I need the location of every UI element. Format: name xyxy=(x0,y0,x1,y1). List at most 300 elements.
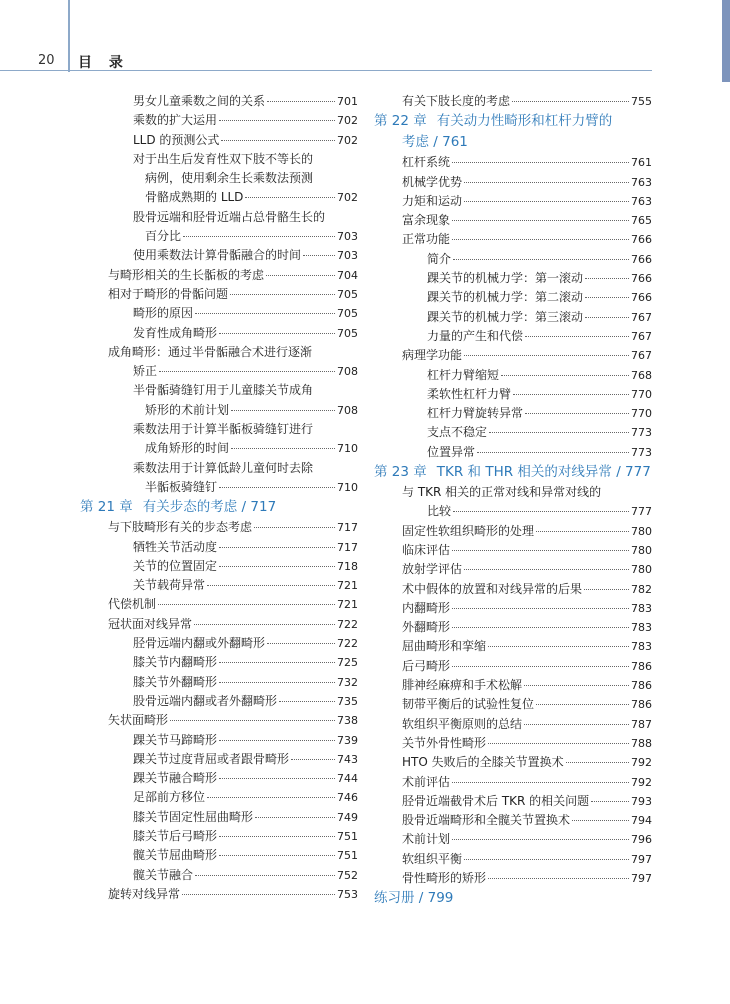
toc-entry-title: 简介 xyxy=(427,251,452,266)
toc-entry[interactable] xyxy=(374,522,652,541)
dot-leader xyxy=(489,432,629,433)
toc-entry-title: 杠杆系统 xyxy=(402,155,451,170)
toc-column-right xyxy=(374,92,652,909)
page-ref: 705 xyxy=(337,307,358,321)
dot-leader xyxy=(255,817,335,818)
toc-entry[interactable] xyxy=(374,346,652,365)
dot-leader xyxy=(524,724,629,725)
dot-leader xyxy=(464,859,629,860)
toc-entry-title: 关节的位置固定 xyxy=(133,558,218,573)
toc-entry-title: 屈曲畸形和挛缩 xyxy=(402,639,487,654)
toc-entry-title: 膝关节固定性屈曲畸形 xyxy=(133,809,254,824)
dot-leader xyxy=(254,527,335,528)
page-ref: 752 xyxy=(337,868,358,882)
page-ref: 721 xyxy=(337,579,358,593)
toc-entry[interactable] xyxy=(374,153,652,172)
toc-entry-title: 相对于畸形的骨骺问题 xyxy=(108,286,229,301)
toc-entry-title: 富余现象 xyxy=(402,213,451,228)
toc-entry-line[interactable] xyxy=(80,169,358,188)
page-ref: 710 xyxy=(337,480,358,494)
toc-entry[interactable] xyxy=(374,734,652,753)
toc-entry-title: 膝关节外翻畸形 xyxy=(133,674,218,689)
page-ref: 766 xyxy=(631,291,652,305)
page-ref: 767 xyxy=(631,329,652,343)
dot-leader xyxy=(182,894,335,895)
dot-leader xyxy=(536,531,629,532)
toc-entry-title: 成角矫形的时间 xyxy=(145,441,230,456)
dot-leader xyxy=(525,336,629,337)
toc-entry[interactable] xyxy=(80,478,358,497)
toc-entry-title: 矢状面畸形 xyxy=(108,713,169,728)
toc-entry-title: 发育性成角畸形 xyxy=(133,325,218,340)
dot-leader xyxy=(266,275,335,276)
chapter-title: TKR 和 THR 相关的对线异常 / 777 xyxy=(436,464,651,481)
toc-entry[interactable] xyxy=(80,362,358,381)
chapter-heading[interactable] xyxy=(374,462,652,483)
toc-entry[interactable] xyxy=(80,111,358,130)
toc-entry[interactable] xyxy=(80,324,358,343)
toc-entry-title: 半骨骺骑缝钉用于儿童膝关节成角 xyxy=(133,383,314,398)
toc-entry-title: 股骨远端和胫骨近端占总骨骼生长的 xyxy=(133,209,326,224)
toc-entry-title: 使用乘数法计算骨骺融合的时间 xyxy=(133,248,302,263)
toc-entry-line[interactable] xyxy=(80,459,358,478)
toc-entry-title: 踝关节的机械力学：第二滚动 xyxy=(427,290,584,305)
page-ref: 743 xyxy=(337,752,358,766)
toc-entry-title: 软组织平衡原则的总结 xyxy=(402,716,523,731)
toc-entry-title: 内翻畸形 xyxy=(402,600,451,615)
dot-leader xyxy=(195,875,335,876)
toc-entry[interactable] xyxy=(80,595,358,614)
toc-entry[interactable] xyxy=(374,811,652,830)
page-ref: 755 xyxy=(631,95,652,108)
toc-entry[interactable] xyxy=(374,695,652,714)
page-ref: 773 xyxy=(631,426,652,440)
toc-entry-title: 髋关节融合 xyxy=(133,867,194,882)
toc-entry-title: 腓神经麻痹和手术松解 xyxy=(402,678,523,693)
page-ref: 782 xyxy=(631,582,652,596)
toc-entry[interactable] xyxy=(374,580,652,599)
toc-entry-title: 与 TKR 相关的正常对线和异常对线的 xyxy=(402,485,602,500)
toc-entry-title: 男女儿童乘数之间的关系 xyxy=(133,94,266,108)
toc-entry-title: LLD 的预测公式 xyxy=(133,132,220,147)
chapter-heading[interactable] xyxy=(374,132,652,153)
toc-entry-title: 病理学功能 xyxy=(402,348,463,363)
dot-leader xyxy=(219,487,335,488)
dot-leader xyxy=(464,569,629,570)
chapter-number: 第 21 章 xyxy=(80,499,133,516)
toc-entry-title: 矫正 xyxy=(133,364,158,379)
toc-entry-title: 骨骼成熟期的 LLD xyxy=(145,190,244,205)
toc-entry[interactable] xyxy=(80,634,358,653)
toc-entry[interactable] xyxy=(80,439,358,458)
page-ref: 786 xyxy=(631,659,652,673)
toc-entry[interactable] xyxy=(374,637,652,656)
dot-leader xyxy=(219,682,335,683)
dot-leader xyxy=(525,413,629,414)
dot-leader xyxy=(219,566,335,567)
toc-entry[interactable] xyxy=(374,423,652,442)
page-ref: 751 xyxy=(337,849,358,863)
toc-entry-title: 髋关节屈曲畸形 xyxy=(133,848,218,863)
dot-leader xyxy=(513,394,629,395)
toc-entry-title: 膝关节内翻畸形 xyxy=(133,655,218,670)
page-ref: 722 xyxy=(337,637,358,651)
dot-leader xyxy=(219,855,335,856)
toc-entry[interactable] xyxy=(80,692,358,711)
toc-entry-title: 关节载荷异常 xyxy=(133,578,206,593)
page-ref: 763 xyxy=(631,175,652,189)
toc-entry[interactable] xyxy=(374,618,652,637)
toc-entry-title: 韧带平衡后的试验性复位 xyxy=(402,697,535,712)
toc-entry-title: 踝关节的机械力学：第一滚动 xyxy=(427,271,584,286)
page-ref: 739 xyxy=(337,733,358,747)
page-ref: 703 xyxy=(337,230,358,244)
toc-entry-title: 半骺板骑缝钉 xyxy=(145,479,218,494)
dot-leader xyxy=(267,101,335,102)
toc-entry-title: 胫骨近端截骨术后 TKR 的相关问题 xyxy=(402,793,590,808)
toc-entry-title: 术中假体的放置和对线异常的后果 xyxy=(402,581,583,596)
toc-entry[interactable] xyxy=(374,443,652,462)
page-ref: 704 xyxy=(337,268,358,282)
toc-entry-title: 杠杆力臂缩短 xyxy=(427,367,500,382)
page-ref: 749 xyxy=(337,810,358,824)
page-ref: 783 xyxy=(631,621,652,635)
dot-leader xyxy=(452,162,629,163)
dot-leader xyxy=(453,511,629,512)
dot-leader xyxy=(183,236,335,237)
toc-entry[interactable] xyxy=(374,502,652,521)
chapter-title: 练习册 / 799 xyxy=(374,890,454,907)
toc-entry-title: 股骨远端内翻或者外翻畸形 xyxy=(133,693,278,708)
toc-entry[interactable] xyxy=(80,266,358,285)
toc-entry-title: 与畸形相关的生长骺板的考虑 xyxy=(108,267,265,282)
page-ref: 786 xyxy=(631,679,652,693)
toc-entry-title: 踝关节的机械力学：第三滚动 xyxy=(427,309,584,324)
toc-entry[interactable] xyxy=(80,788,358,807)
toc-entry-title: 关节外骨性畸形 xyxy=(402,735,487,750)
toc-entry-title: 股骨近端畸形和全髋关节置换术 xyxy=(402,813,571,828)
page-ref: 788 xyxy=(631,736,652,750)
toc-entry[interactable] xyxy=(374,773,652,792)
page-ref: 786 xyxy=(631,698,652,712)
toc-entry-title: 牺牲关节活动度 xyxy=(133,539,218,554)
toc-entry[interactable] xyxy=(374,250,652,269)
toc-entry[interactable] xyxy=(80,518,358,537)
toc-entry[interactable] xyxy=(80,246,358,265)
toc-entry[interactable] xyxy=(374,541,652,560)
dot-leader xyxy=(230,294,335,295)
page-ref: 721 xyxy=(337,598,358,612)
toc-entry-title: 与下肢畸形有关的步态考虑 xyxy=(108,520,253,535)
toc-entry-title: 术前评估 xyxy=(402,774,451,789)
dot-leader xyxy=(221,140,335,141)
toc-entry[interactable] xyxy=(374,211,652,230)
dot-leader xyxy=(219,836,335,837)
dot-leader xyxy=(536,704,629,705)
toc-entry-title: 骨性畸形的矫形 xyxy=(402,870,487,885)
page-ref: 793 xyxy=(631,794,652,808)
toc-entry-line[interactable] xyxy=(80,420,358,439)
toc-entry-title: 固定性软组织畸形的处理 xyxy=(402,523,535,538)
toc-entry-title: 踝关节过度背屈或者跟骨畸形 xyxy=(133,751,290,766)
chapter-number: 第 22 章 xyxy=(374,113,427,130)
dot-leader xyxy=(231,410,335,411)
toc-entry[interactable] xyxy=(80,769,358,788)
toc-entry-title: 有关下肢长度的考虑 xyxy=(402,94,511,108)
page-ref: 787 xyxy=(631,717,652,731)
toc-entry-title: 踝关节融合畸形 xyxy=(133,771,218,786)
page-ref: 751 xyxy=(337,829,358,843)
dot-leader xyxy=(572,820,629,821)
page-ref: 722 xyxy=(337,617,358,631)
toc-entry-title: 冠状面对线异常 xyxy=(108,616,193,631)
toc-entry[interactable] xyxy=(374,366,652,385)
toc-entry[interactable] xyxy=(374,404,652,423)
dot-leader xyxy=(452,839,629,840)
page-ref: 725 xyxy=(337,656,358,670)
toc-entry[interactable] xyxy=(80,653,358,672)
toc-entry[interactable] xyxy=(80,92,358,111)
dot-leader xyxy=(219,778,335,779)
dot-leader xyxy=(512,101,629,102)
toc-column-left xyxy=(80,92,358,904)
toc-entry[interactable] xyxy=(374,308,652,327)
toc-entry[interactable] xyxy=(374,792,652,811)
toc-entry-title: 外翻畸形 xyxy=(402,620,451,635)
toc-entry-title: 胫骨远端内翻或外翻畸形 xyxy=(133,636,266,651)
dot-leader xyxy=(488,878,629,879)
toc-entry[interactable] xyxy=(80,285,358,304)
toc-entry[interactable] xyxy=(80,538,358,557)
dot-leader xyxy=(452,550,629,551)
toc-entry-title: 软组织平衡 xyxy=(402,851,463,866)
page-ref: 780 xyxy=(631,563,652,577)
toc-entry[interactable] xyxy=(80,576,358,595)
toc-entry-title: 代偿机制 xyxy=(108,597,157,612)
toc-entry[interactable] xyxy=(80,401,358,420)
page-ref: 703 xyxy=(337,249,358,263)
page-ref: 710 xyxy=(337,442,358,456)
toc-entry[interactable] xyxy=(374,385,652,404)
dot-leader xyxy=(452,627,629,628)
toc-entry-title: 机械学优势 xyxy=(402,174,463,189)
dot-leader xyxy=(267,643,335,644)
page-ref: 738 xyxy=(337,714,358,728)
chapter-heading[interactable] xyxy=(374,111,652,132)
toc-entry-title: 旋转对线异常 xyxy=(108,886,181,901)
page-header xyxy=(0,0,730,80)
dot-leader xyxy=(219,547,335,548)
page-ref: 768 xyxy=(631,368,652,382)
toc-entry-title: 成角畸形：通过半骨骺融合术进行逐渐 xyxy=(108,344,313,359)
page-ref: 770 xyxy=(631,407,652,421)
dot-leader xyxy=(464,182,629,183)
toc-entry-line[interactable] xyxy=(80,381,358,400)
toc-entry-title: 临床评估 xyxy=(402,542,451,557)
toc-entry-title: 位置异常 xyxy=(427,444,476,459)
dot-leader xyxy=(585,278,629,279)
toc-entry-line[interactable] xyxy=(374,483,652,502)
chapter-title: 考虑 / 761 xyxy=(402,134,468,151)
chapter-heading[interactable] xyxy=(374,888,652,909)
toc-entry-title: 力量的产生和代偿 xyxy=(427,328,524,343)
page-ref: 717 xyxy=(337,521,358,535)
toc-entry[interactable] xyxy=(374,269,652,288)
toc-entry-title: 对于出生后发育性双下肢不等长的 xyxy=(133,151,314,166)
toc-entry[interactable] xyxy=(374,230,652,249)
page-ref: 708 xyxy=(337,403,358,417)
page-ref: 701 xyxy=(337,95,358,108)
dot-leader xyxy=(291,759,335,760)
page-ref: 765 xyxy=(631,214,652,228)
dot-leader xyxy=(452,666,629,667)
dot-leader xyxy=(207,585,335,586)
page-ref: 702 xyxy=(337,114,358,128)
section-edge-tab xyxy=(722,0,730,82)
toc-entry[interactable] xyxy=(374,192,652,211)
toc-entry[interactable] xyxy=(374,560,652,579)
dot-leader xyxy=(453,259,629,260)
toc-entry-title: 正常功能 xyxy=(402,232,451,247)
toc-entry-title: 术前计划 xyxy=(402,832,451,847)
toc-entry-title: 后弓畸形 xyxy=(402,658,451,673)
page-ref: 797 xyxy=(631,871,652,885)
dot-leader xyxy=(477,452,629,453)
dot-leader xyxy=(159,371,335,372)
page-ref: 783 xyxy=(631,640,652,654)
toc-entry[interactable] xyxy=(374,830,652,849)
page-ref: 794 xyxy=(631,814,652,828)
toc-entry[interactable] xyxy=(80,846,358,865)
page-ref: 780 xyxy=(631,524,652,538)
toc-entry-title: 支点不稳定 xyxy=(427,425,488,440)
toc-entry[interactable] xyxy=(374,869,652,888)
dot-leader xyxy=(524,685,629,686)
page-ref: 702 xyxy=(337,133,358,147)
dot-leader xyxy=(591,801,629,802)
dot-leader xyxy=(245,197,335,198)
dot-leader xyxy=(584,589,629,590)
page-ref: 744 xyxy=(337,772,358,786)
page-ref: 797 xyxy=(631,852,652,866)
toc-entry[interactable] xyxy=(80,827,358,846)
toc-entry-title: 病例，使用剩余生长乘数法预测 xyxy=(145,171,314,186)
toc-entry[interactable] xyxy=(80,557,358,576)
dot-leader xyxy=(207,797,335,798)
dot-leader xyxy=(158,604,335,605)
toc-entry[interactable] xyxy=(80,227,358,246)
dot-leader xyxy=(219,120,335,121)
toc-entry-title: 柔软性杠杆力臂 xyxy=(427,386,512,401)
toc-entry-title: 力矩和运动 xyxy=(402,193,463,208)
toc-entry-line[interactable] xyxy=(80,150,358,169)
toc-entry-title: 足部前方移位 xyxy=(133,790,206,805)
toc-entry[interactable] xyxy=(374,753,652,772)
page-ref: 792 xyxy=(631,775,652,789)
dot-leader xyxy=(585,317,629,318)
toc-entry-title: 矫形的术前计划 xyxy=(145,402,230,417)
dot-leader xyxy=(194,624,335,625)
chapter-title: 有关步态的考虑 / 717 xyxy=(142,499,277,516)
dot-leader xyxy=(219,333,335,334)
page-ref: 780 xyxy=(631,543,652,557)
toc-entry[interactable] xyxy=(80,188,358,207)
toc-entry-title: 踝关节马蹄畸形 xyxy=(133,732,218,747)
page-ref: 796 xyxy=(631,833,652,847)
dot-leader xyxy=(219,662,335,663)
toc-entry-title: 杠杆力臂旋转异常 xyxy=(427,406,524,421)
toc-entry[interactable] xyxy=(80,615,358,634)
toc-entry[interactable] xyxy=(80,885,358,904)
toc-entry-line[interactable] xyxy=(80,343,358,362)
toc-entry[interactable] xyxy=(80,808,358,827)
page-ref: 766 xyxy=(631,233,652,247)
toc-entry[interactable] xyxy=(374,599,652,618)
page-ref: 717 xyxy=(337,540,358,554)
toc-entry[interactable] xyxy=(374,92,652,111)
dot-leader xyxy=(488,743,629,744)
toc-entry[interactable] xyxy=(80,673,358,692)
dot-leader xyxy=(501,375,629,376)
chapter-heading[interactable] xyxy=(80,497,358,518)
page-ref: 792 xyxy=(631,756,652,770)
page-ref: 763 xyxy=(631,194,652,208)
dot-leader xyxy=(464,201,629,202)
dot-leader xyxy=(452,220,629,221)
page-title: 目 录 xyxy=(78,55,129,71)
toc-entry-line[interactable] xyxy=(80,208,358,227)
toc-entry[interactable] xyxy=(374,657,652,676)
page-ref: 766 xyxy=(631,272,652,286)
page-ref: 770 xyxy=(631,387,652,401)
toc-entry-title: 乘数法用于计算半骺板骑缝钉进行 xyxy=(133,422,314,437)
toc-entry[interactable] xyxy=(374,676,652,695)
dot-leader xyxy=(231,448,335,449)
dot-leader xyxy=(566,762,629,763)
dot-leader xyxy=(452,239,629,240)
page-ref: 732 xyxy=(337,675,358,689)
dot-leader xyxy=(464,355,629,356)
toc-entry[interactable] xyxy=(374,715,652,734)
toc-entry[interactable] xyxy=(80,731,358,750)
toc-entry[interactable] xyxy=(80,304,358,323)
dot-leader xyxy=(170,720,335,721)
toc-entry[interactable] xyxy=(80,750,358,769)
toc-entry-title: 畸形的原因 xyxy=(133,306,194,321)
toc-entry[interactable] xyxy=(374,327,652,346)
dot-leader xyxy=(279,701,335,702)
toc-entry[interactable] xyxy=(374,288,652,307)
toc-entry[interactable] xyxy=(80,131,358,150)
page-ref: 761 xyxy=(631,156,652,170)
toc-entry-title: 放射学评估 xyxy=(402,562,463,577)
toc-entry[interactable] xyxy=(374,173,652,192)
toc-entry[interactable] xyxy=(374,850,652,869)
page-ref: 777 xyxy=(631,505,652,519)
page-ref: 702 xyxy=(337,191,358,205)
chapter-number: 第 23 章 xyxy=(374,464,427,481)
page-number: 20 xyxy=(38,53,55,68)
toc-entry-title: 比较 xyxy=(427,504,452,519)
toc-entry-title: HTO 失败后的全膝关节置换术 xyxy=(402,755,564,770)
toc-entry[interactable] xyxy=(80,711,358,730)
dot-leader xyxy=(219,740,335,741)
toc-entry[interactable] xyxy=(80,866,358,885)
page-ref: 773 xyxy=(631,445,652,459)
page-ref: 746 xyxy=(337,791,358,805)
page-ref: 767 xyxy=(631,349,652,363)
toc-entry-title: 乘数法用于计算低龄儿童何时去除 xyxy=(133,460,314,475)
